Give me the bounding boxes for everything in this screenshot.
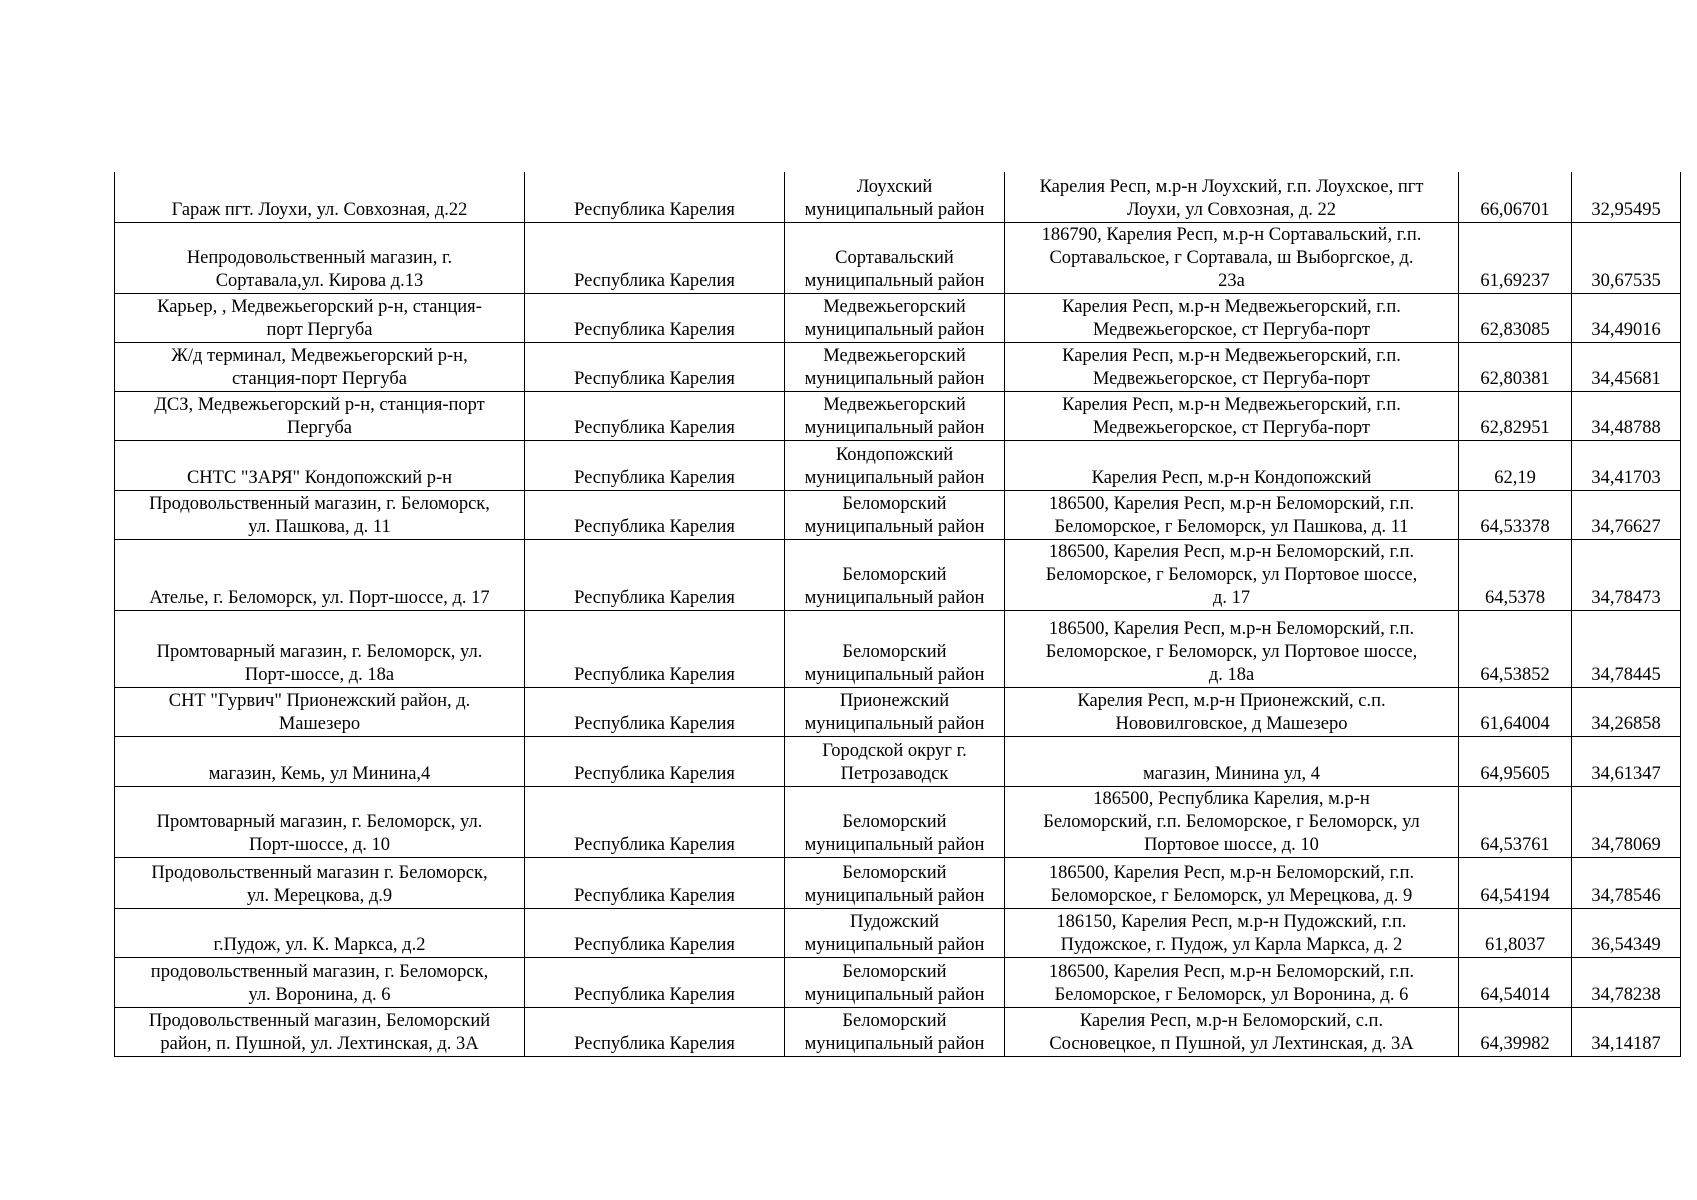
cell-object-name-line: Порт-шоссе, д. 10 (248, 834, 391, 855)
cell-longitude-text: 34,49016 (1591, 319, 1661, 340)
cell-longitude-text: 34,48788 (1591, 417, 1661, 438)
cell-latitude-text: 64,54194 (1480, 885, 1550, 906)
cell-address (1005, 610, 1459, 687)
cell-object-name (115, 172, 525, 222)
cell-object-name-line: Непродовольственный магазин, г. (186, 247, 453, 268)
cell-region-text: Республика Карелия (574, 368, 735, 389)
cell-address (1005, 440, 1459, 490)
cell-region-text: Республика Карелия (574, 270, 735, 291)
cell-district-line: муниципальный район (804, 368, 985, 389)
cell-region (525, 610, 785, 687)
cell-district-line: Пудожский (849, 911, 940, 932)
cell-region-text: Республика Карелия (574, 834, 735, 855)
cell-region (525, 1007, 785, 1056)
cell-address-line: магазин, Минина ул, 4 (1142, 763, 1320, 784)
table-row (115, 687, 1681, 736)
cell-district-line: муниципальный район (804, 1033, 985, 1054)
cell-object-name (115, 293, 525, 342)
cell-district (785, 786, 1005, 857)
cell-address-line: 186500, Карелия Респ, м.р-н Беломорский, г.п. (1048, 961, 1415, 982)
cell-object-name-line: Продовольственный магазин г. Беломорск, (151, 862, 488, 883)
cell-district-line: Беломорский (842, 811, 947, 832)
cell-district (785, 736, 1005, 786)
cell-district-line: муниципальный район (804, 934, 985, 955)
cell-district (785, 222, 1005, 293)
cell-address-line: Карелия Респ, м.р-н Беломорский, с.п. (1079, 1010, 1384, 1031)
cell-district (785, 539, 1005, 610)
cell-object-name-line: Промтоварный магазин, г. Беломорск, ул. (156, 811, 483, 832)
cell-object-name-line: ул. Мерецкова, д.9 (246, 885, 393, 906)
cell-object-name-line: Промтоварный магазин, г. Беломорск, ул. (156, 641, 483, 662)
table-row (115, 786, 1681, 857)
cell-address-line: 186500, Карелия Респ, м.р-н Беломорский, г.п. (1048, 493, 1415, 514)
table-row (115, 293, 1681, 342)
cell-address (1005, 687, 1459, 736)
cell-address (1005, 539, 1459, 610)
cell-longitude (1572, 222, 1681, 293)
cell-object-name (115, 342, 525, 391)
cell-longitude (1572, 687, 1681, 736)
cell-district-line: Петрозаводск (840, 763, 949, 784)
cell-object-name (115, 391, 525, 440)
cell-address-line: Карелия Респ, м.р-н Кондопожский (1091, 467, 1372, 488)
table-row (115, 342, 1681, 391)
cell-region (525, 908, 785, 957)
cell-district-line: Медвежьегорский (823, 296, 966, 317)
cell-district-line: муниципальный район (804, 270, 985, 291)
cell-object-name (115, 440, 525, 490)
cell-longitude (1572, 736, 1681, 786)
cell-region (525, 342, 785, 391)
cell-longitude-text: 34,78238 (1591, 984, 1661, 1005)
cell-district-line: муниципальный район (804, 664, 985, 685)
cell-object-name (115, 786, 525, 857)
cell-longitude (1572, 1007, 1681, 1056)
cell-longitude-text: 34,26858 (1591, 713, 1661, 734)
cell-district-line: Городской округ г. (822, 740, 967, 761)
cell-region-text: Республика Карелия (574, 1033, 735, 1054)
cell-longitude (1572, 342, 1681, 391)
cell-object-name-line: Продовольственный магазин, Беломорский (148, 1010, 491, 1031)
cell-latitude (1459, 539, 1572, 610)
cell-latitude-text: 62,82951 (1480, 417, 1550, 438)
cell-address-line: 186500, Карелия Респ, м.р-н Беломорский, г.п. (1048, 618, 1415, 639)
cell-latitude (1459, 342, 1572, 391)
cell-object-name-line: станция-порт Пергуба (231, 368, 407, 389)
cell-district (785, 490, 1005, 539)
cell-latitude-text: 61,8037 (1484, 934, 1546, 955)
cell-district-line: Кондопожский (835, 444, 954, 465)
cell-address (1005, 786, 1459, 857)
cell-latitude-text: 62,83085 (1480, 319, 1550, 340)
cell-region (525, 172, 785, 222)
cell-district (785, 1007, 1005, 1056)
cell-address (1005, 1007, 1459, 1056)
cell-address-line: Карелия Респ, м.р-н Медвежьегорский, г.п. (1062, 296, 1401, 317)
cell-district-line: муниципальный район (804, 834, 985, 855)
cell-district-line: муниципальный район (804, 319, 985, 340)
table-body (115, 172, 1681, 1056)
cell-address (1005, 172, 1459, 222)
cell-longitude (1572, 957, 1681, 1007)
cell-district-line: Беломорский (842, 641, 947, 662)
cell-district-line: муниципальный район (804, 516, 985, 537)
cell-longitude (1572, 786, 1681, 857)
cell-district-line: Медвежьегорский (823, 345, 966, 366)
cell-district-line: Беломорский (842, 493, 947, 514)
cell-district-line: муниципальный район (804, 713, 985, 734)
cell-longitude-text: 34,78445 (1591, 664, 1661, 685)
cell-address-line: Портовое шоссе, д. 10 (1144, 834, 1319, 855)
cell-longitude-text: 34,78473 (1591, 587, 1661, 608)
cell-address-line: 186790, Карелия Респ, м.р-н Сортавальский, г.п. (1041, 224, 1422, 245)
cell-longitude (1572, 293, 1681, 342)
cell-object-name-line: порт Пергуба (266, 319, 373, 340)
cell-latitude (1459, 172, 1572, 222)
cell-longitude (1572, 908, 1681, 957)
cell-latitude (1459, 736, 1572, 786)
cell-region-text: Республика Карелия (574, 467, 735, 488)
cell-address-line: Карелия Респ, м.р-н Прионежский, с.п. (1077, 690, 1386, 711)
cell-district-line: муниципальный район (804, 467, 985, 488)
cell-district-line: муниципальный район (804, 885, 985, 906)
cell-object-name (115, 957, 525, 1007)
cell-address (1005, 222, 1459, 293)
cell-region-text: Республика Карелия (574, 763, 735, 784)
cell-address (1005, 342, 1459, 391)
cell-latitude (1459, 1007, 1572, 1056)
cell-object-name (115, 490, 525, 539)
cell-latitude-text: 64,5378 (1484, 587, 1546, 608)
cell-longitude-text: 36,54349 (1591, 934, 1661, 955)
cell-district (785, 687, 1005, 736)
cell-object-name-line: магазин, Кемь, ул Минина,4 (208, 763, 431, 784)
cell-object-name (115, 222, 525, 293)
cell-region-text: Республика Карелия (574, 713, 735, 734)
table-row (115, 539, 1681, 610)
cell-object-name-line: СНТС "ЗАРЯ" Кондопожский р-н (186, 467, 453, 488)
cell-object-name-line: Продовольственный магазин, г. Беломорск, (149, 493, 490, 514)
cell-region (525, 857, 785, 908)
cell-longitude (1572, 391, 1681, 440)
cell-latitude (1459, 440, 1572, 490)
cell-longitude (1572, 610, 1681, 687)
cell-region (525, 957, 785, 1007)
cell-latitude-text: 64,53378 (1480, 516, 1550, 537)
cell-latitude (1459, 490, 1572, 539)
cell-object-name (115, 1007, 525, 1056)
cell-district-line: Медвежьегорский (823, 394, 966, 415)
cell-address-line: Медвежьегорское, ст Пергуба-порт (1092, 417, 1371, 438)
cell-longitude (1572, 440, 1681, 490)
cell-object-name-line: продовольственный магазин, г. Беломорск, (150, 961, 489, 982)
cell-region-text: Республика Карелия (574, 984, 735, 1005)
cell-object-name-line: Карьер, , Медвежьегорский р-н, станция- (157, 296, 482, 317)
cell-address-line: Карелия Респ, м.р-н Медвежьегорский, г.п. (1062, 394, 1401, 415)
cell-object-name (115, 539, 525, 610)
cell-district (785, 440, 1005, 490)
cell-object-name-line: Сортавала,ул. Кирова д.13 (215, 270, 424, 291)
cell-object-name-line: ул. Воронина, д. 6 (248, 984, 391, 1005)
cell-address (1005, 391, 1459, 440)
cell-address-line: Сосновецкое, п Пушной, ул Лехтинская, д. 3А (1049, 1033, 1414, 1054)
cell-district (785, 172, 1005, 222)
cell-object-name (115, 908, 525, 957)
cell-latitude (1459, 857, 1572, 908)
cell-longitude-text: 34,78546 (1591, 885, 1661, 906)
cell-region (525, 391, 785, 440)
cell-longitude-text: 34,76627 (1591, 516, 1661, 537)
table-row (115, 172, 1681, 222)
cell-longitude-text: 34,45681 (1591, 368, 1661, 389)
cell-object-name-line: Машезеро (278, 713, 361, 734)
cell-latitude (1459, 391, 1572, 440)
cell-region-text: Республика Карелия (574, 319, 735, 340)
cell-district-line: Сортавальский (835, 247, 954, 268)
cell-district-line: муниципальный район (804, 417, 985, 438)
cell-object-name-line: Ж/д терминал, Медвежьегорский р-н, (171, 345, 468, 366)
cell-address-line: 23а (1218, 270, 1245, 291)
cell-longitude-text: 34,14187 (1591, 1033, 1661, 1054)
cell-region (525, 293, 785, 342)
table-row (115, 857, 1681, 908)
cell-address-line: Медвежьегорское, ст Пергуба-порт (1092, 319, 1371, 340)
cell-address-line: д. 18а (1208, 664, 1255, 685)
cell-latitude-text: 64,53761 (1480, 834, 1550, 855)
table-row (115, 736, 1681, 786)
cell-region (525, 687, 785, 736)
cell-object-name-line: Пергуба (286, 417, 353, 438)
cell-latitude (1459, 222, 1572, 293)
cell-object-name (115, 687, 525, 736)
cell-longitude-text: 34,78069 (1591, 834, 1661, 855)
cell-longitude-text: 32,95495 (1591, 199, 1661, 220)
cell-district (785, 293, 1005, 342)
cell-district-line: муниципальный район (804, 199, 985, 220)
table-row (115, 391, 1681, 440)
cell-address-line: 186500, Республика Карелия, м.р-н (1093, 788, 1370, 809)
cell-address-line: 186500, Карелия Респ, м.р-н Беломорский, г.п. (1048, 862, 1415, 883)
cell-district-line: Беломорский (842, 1010, 947, 1031)
cell-district (785, 957, 1005, 1007)
cell-address-line: Медвежьегорское, ст Пергуба-порт (1092, 368, 1371, 389)
cell-district-line: Беломорский (842, 564, 947, 585)
cell-object-name (115, 736, 525, 786)
cell-district-line: Лоухский (856, 176, 933, 197)
cell-object-name-line: район, п. Пушной, ул. Лехтинская, д. 3А (160, 1033, 479, 1054)
cell-address-line: Карелия Респ, м.р-н Медвежьегорский, г.п. (1062, 345, 1401, 366)
cell-address-line: Беломорский, г.п. Беломорское, г Беломорск, ул (1043, 811, 1420, 832)
cell-address (1005, 908, 1459, 957)
cell-object-name-line: Ателье, г. Беломорск, ул. Порт-шоссе, д. 17 (149, 587, 490, 608)
cell-address-line: Лоухи, ул Совхозная, д. 22 (1126, 199, 1337, 220)
cell-longitude-text: 34,41703 (1591, 467, 1661, 488)
cell-address-line: Нововилговское, д Машезеро (1115, 713, 1348, 734)
cell-object-name (115, 857, 525, 908)
cell-object-name-line: ДСЗ, Медвежьегорский р-н, станция-порт (154, 394, 485, 415)
cell-latitude-text: 62,80381 (1480, 368, 1550, 389)
cell-district-line: Прионежский (839, 690, 950, 711)
cell-longitude (1572, 172, 1681, 222)
cell-latitude-text: 64,95605 (1480, 763, 1550, 784)
cell-address (1005, 736, 1459, 786)
cell-latitude-text: 61,64004 (1480, 713, 1550, 734)
cell-latitude-text: 64,54014 (1480, 984, 1550, 1005)
cell-address-line: Сортавальское, г Сортавала, ш Выборгское, д. (1049, 247, 1414, 268)
cell-longitude-text: 30,67535 (1591, 270, 1661, 291)
locations-table (114, 172, 1681, 1057)
cell-latitude (1459, 786, 1572, 857)
cell-object-name-line: Порт-шоссе, д. 18а (244, 664, 395, 685)
cell-object-name-line: СНТ "Гурвич" Прионежский район, д. (168, 690, 471, 711)
cell-region (525, 490, 785, 539)
cell-region-text: Республика Карелия (574, 934, 735, 955)
cell-latitude (1459, 610, 1572, 687)
cell-district (785, 391, 1005, 440)
cell-longitude (1572, 857, 1681, 908)
cell-object-name-line: г.Пудож, ул. К. Маркса, д.2 (213, 934, 426, 955)
table-row (115, 908, 1681, 957)
cell-latitude (1459, 293, 1572, 342)
cell-region (525, 539, 785, 610)
cell-region-text: Республика Карелия (574, 199, 735, 220)
cell-address-line: Беломорское, г Беломорск, ул Воронина, д. 6 (1054, 984, 1409, 1005)
cell-address-line: Карелия Респ, м.р-н Лоухский, г.п. Лоухское, пгт (1039, 176, 1424, 197)
cell-region (525, 736, 785, 786)
cell-address-line: 186150, Карелия Респ, м.р-н Пудожский, г.п. (1056, 911, 1407, 932)
cell-district-line: муниципальный район (804, 587, 985, 608)
cell-longitude (1572, 490, 1681, 539)
cell-address (1005, 957, 1459, 1007)
cell-district-line: Беломорский (842, 862, 947, 883)
table-row (115, 490, 1681, 539)
cell-region-text: Республика Карелия (574, 516, 735, 537)
cell-address-line: Беломорское, г Беломорск, ул Портовое шоссе, (1045, 564, 1418, 585)
cell-longitude-text: 34,61347 (1591, 763, 1661, 784)
cell-latitude-text: 61,69237 (1480, 270, 1550, 291)
cell-object-name (115, 610, 525, 687)
cell-district (785, 908, 1005, 957)
cell-region-text: Республика Карелия (574, 885, 735, 906)
cell-region-text: Республика Карелия (574, 664, 735, 685)
cell-object-name-line: Гараж пгт. Лоухи, ул. Совхозная, д.22 (171, 199, 468, 220)
cell-address (1005, 293, 1459, 342)
cell-region (525, 440, 785, 490)
cell-region-text: Республика Карелия (574, 417, 735, 438)
table-row (115, 957, 1681, 1007)
cell-latitude-text: 64,53852 (1480, 664, 1550, 685)
table-row (115, 610, 1681, 687)
cell-longitude (1572, 539, 1681, 610)
cell-region-text: Республика Карелия (574, 587, 735, 608)
cell-address-line: д. 17 (1212, 587, 1251, 608)
cell-district-line: Беломорский (842, 961, 947, 982)
table-row (115, 440, 1681, 490)
cell-object-name-line: ул. Пашкова, д. 11 (248, 516, 391, 537)
cell-district-line: муниципальный район (804, 984, 985, 1005)
cell-latitude-text: 62,19 (1494, 467, 1536, 488)
cell-address-line: 186500, Карелия Респ, м.р-н Беломорский, г.п. (1048, 541, 1415, 562)
cell-district (785, 610, 1005, 687)
cell-latitude-text: 64,39982 (1480, 1033, 1550, 1054)
cell-district (785, 342, 1005, 391)
cell-region (525, 786, 785, 857)
table-row (115, 222, 1681, 293)
cell-address-line: Беломорское, г Беломорск, ул Пашкова, д. 11 (1054, 516, 1409, 537)
cell-address (1005, 490, 1459, 539)
cell-region (525, 222, 785, 293)
cell-latitude-text: 66,06701 (1480, 199, 1550, 220)
cell-latitude (1459, 908, 1572, 957)
cell-address-line: Беломорское, г Беломорск, ул Мерецкова, д. 9 (1050, 885, 1413, 906)
cell-address-line: Пудожское, г. Пудож, ул Карла Маркса, д. 2 (1060, 934, 1403, 955)
cell-latitude (1459, 957, 1572, 1007)
cell-address (1005, 857, 1459, 908)
cell-district (785, 857, 1005, 908)
cell-address-line: Беломорское, г Беломорск, ул Портовое шоссе, (1045, 641, 1418, 662)
cell-latitude (1459, 687, 1572, 736)
table-row (115, 1007, 1681, 1056)
